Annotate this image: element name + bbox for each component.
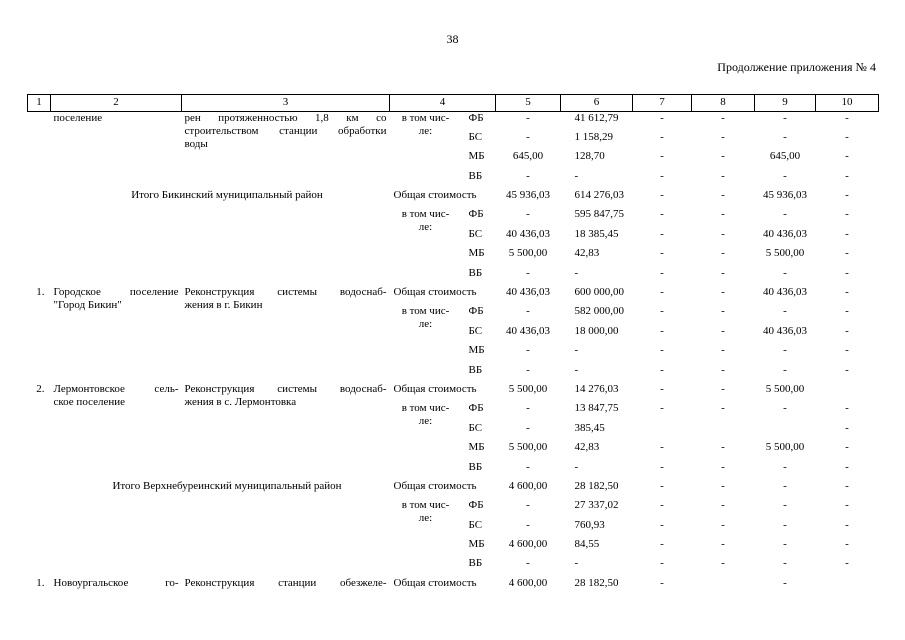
header-cell: 10	[816, 95, 879, 112]
table-row	[28, 286, 879, 305]
funding-source-label: БС	[468, 130, 483, 143]
value-cell: 5 500,00	[508, 247, 548, 260]
header-cell: 2	[51, 95, 182, 112]
value-cell: -	[526, 169, 530, 182]
value-cell: 5 500,00	[508, 441, 548, 454]
value-cell: -	[721, 286, 725, 299]
settlement-text: Новоургальское го-	[53, 576, 179, 589]
funding-source-label: БС	[468, 324, 483, 337]
value-cell: 5 500,00	[765, 382, 805, 395]
table-row	[28, 577, 879, 596]
value-cell: 18 000,00	[574, 324, 619, 337]
value-cell: -	[783, 479, 787, 492]
value-cell: -	[721, 557, 725, 570]
value-cell: 5 500,00	[765, 247, 805, 260]
table-row	[28, 383, 879, 402]
settlement-cell	[51, 286, 182, 383]
value-cell: -	[660, 344, 664, 357]
empty-cell	[390, 461, 462, 480]
empty-cell	[390, 441, 462, 460]
funding-source-label: ФБ	[468, 499, 484, 512]
value-cell: -	[526, 266, 530, 279]
value-cell: 28 182,50	[574, 479, 619, 492]
value-cell: -	[660, 266, 664, 279]
value-cell: -	[721, 460, 725, 473]
value-cell: -	[660, 189, 664, 202]
empty-cell	[390, 267, 462, 286]
funding-source-label: БС	[468, 421, 483, 434]
settlement-text: "Город Бикин"	[53, 299, 122, 312]
header-cell: 3	[182, 95, 390, 112]
settlement-text: ское поселение	[53, 395, 126, 408]
including-text: в том чис-	[401, 305, 450, 318]
funding-source-label: ВБ	[468, 363, 483, 376]
value-cell: -	[660, 518, 664, 531]
including-label	[390, 208, 462, 247]
value-cell: -	[845, 112, 849, 124]
value-cell: -	[783, 344, 787, 357]
value-cell: -	[845, 305, 849, 318]
value-cell: -	[783, 518, 787, 531]
including-text: ле:	[418, 125, 433, 137]
value-cell: -	[783, 557, 787, 570]
value-cell: -	[845, 247, 849, 260]
value-cell: 128,70	[574, 150, 605, 163]
value-cell: -	[845, 460, 849, 473]
value-cell: -	[660, 382, 664, 395]
value-cell: -	[845, 324, 849, 337]
value-cell: 582 000,00	[574, 305, 624, 318]
value-cell: 45 936,03	[506, 189, 550, 202]
value-cell: -	[660, 150, 664, 163]
value-cell: -	[574, 169, 579, 182]
value-cell: -	[721, 344, 725, 357]
value-cell: -	[721, 324, 725, 337]
including-label	[390, 112, 462, 151]
funding-source-label: БС	[468, 518, 483, 531]
appendix-table	[27, 94, 879, 596]
value-cell: 28 182,50	[574, 576, 619, 589]
value-cell: -	[721, 441, 725, 454]
continuation-note: Продолжение приложения № 4	[717, 60, 876, 74]
subtotal-title	[28, 480, 390, 577]
value-cell: -	[721, 499, 725, 512]
value-cell: 614 276,03	[574, 189, 624, 202]
value-cell: -	[721, 402, 725, 415]
value-cell: -	[783, 169, 787, 182]
value-cell: -	[660, 169, 664, 182]
value-cell: -	[526, 557, 530, 570]
value-cell: -	[526, 363, 530, 376]
value-cell: -	[660, 305, 664, 318]
project-cell	[182, 286, 390, 383]
value-cell: -	[845, 208, 849, 221]
value-cell: 760,93	[574, 518, 605, 531]
funding-source-label: ФБ	[468, 112, 484, 124]
value-cell: -	[783, 266, 787, 279]
value-cell: -	[660, 460, 664, 473]
subtotal-title-text: Итого Бикинский муниципальный район	[131, 189, 323, 202]
header-cell: 6	[561, 95, 633, 112]
value-cell: -	[783, 208, 787, 221]
settlement-text: поселение	[53, 112, 103, 124]
funding-source-label: ФБ	[468, 208, 484, 221]
value-cell: -	[660, 557, 664, 570]
value-cell: -	[574, 460, 579, 473]
value-cell: 41 612,79	[574, 112, 619, 124]
value-cell: 4 600,00	[508, 479, 548, 492]
value-cell: -	[783, 130, 787, 143]
value-cell: 40 436,03	[763, 227, 807, 240]
value-cell: -	[783, 363, 787, 376]
value-cell: -	[845, 130, 849, 143]
value-cell: 45 936,03	[763, 189, 807, 202]
settlement-text: Лермонтовское сель-	[53, 382, 179, 395]
value-cell: 13 847,75	[574, 402, 619, 415]
value-cell: -	[660, 499, 664, 512]
value-cell: -	[660, 402, 664, 415]
value-cell: -	[721, 130, 725, 143]
header-cell: 7	[633, 95, 692, 112]
value-cell: -	[526, 499, 530, 512]
header-cell: 9	[755, 95, 816, 112]
value-cell: 40 436,03	[506, 286, 550, 299]
value-cell: -	[574, 363, 579, 376]
value-cell	[692, 577, 755, 596]
header-cell: 8	[692, 95, 755, 112]
value-cell: -	[845, 344, 849, 357]
funding-source-label: ВБ	[468, 460, 483, 473]
value-cell: -	[845, 169, 849, 182]
value-cell: 84,55	[574, 538, 600, 551]
funding-source-label: МБ	[468, 150, 485, 163]
funding-source-label: МБ	[468, 538, 485, 551]
value-cell: -	[660, 112, 664, 124]
funding-source-label: МБ	[468, 247, 485, 260]
value-cell: -	[526, 208, 530, 221]
value-cell: -	[845, 286, 849, 299]
value-cell: -	[845, 557, 849, 570]
value-cell: 595 847,75	[574, 208, 624, 221]
including-text: ле:	[418, 221, 433, 234]
including-text: ле:	[418, 415, 433, 428]
value-cell: -	[783, 460, 787, 473]
funding-source-label: ФБ	[468, 305, 484, 318]
empty-cell	[390, 344, 462, 363]
total-label: Общая стоимость	[393, 576, 477, 589]
value-cell: -	[783, 305, 787, 318]
project-text: воды	[184, 138, 208, 150]
value-cell: 40 436,03	[763, 324, 807, 337]
including-text: в том чис-	[401, 499, 450, 512]
project-text: строительством станции обработки	[184, 125, 387, 137]
project-text: Реконструкция системы водоснаб-	[184, 382, 387, 395]
value-cell: -	[660, 130, 664, 143]
value-cell	[755, 422, 816, 441]
value-cell: -	[660, 479, 664, 492]
value-cell: 600 000,00	[574, 286, 624, 299]
header-cell: 4	[390, 95, 496, 112]
row-number-text: 2.	[36, 382, 45, 395]
value-cell: -	[660, 227, 664, 240]
value-cell: 5 500,00	[765, 441, 805, 454]
value-cell: -	[783, 538, 787, 551]
value-cell: -	[845, 363, 849, 376]
settlement-text: Городское поселение	[53, 286, 179, 299]
including-text: в том чис-	[401, 402, 450, 415]
row-number	[28, 286, 51, 383]
row-number	[28, 112, 51, 190]
value-cell: 5 500,00	[508, 382, 548, 395]
including-text: в том чис-	[401, 112, 450, 124]
empty-cell	[390, 538, 462, 557]
value-cell: 385,45	[574, 421, 605, 434]
value-cell: -	[660, 576, 664, 589]
header-cell: 5	[496, 95, 561, 112]
value-cell: 14 276,03	[574, 382, 619, 395]
value-cell: -	[660, 247, 664, 260]
value-cell: -	[845, 538, 849, 551]
settlement-cell	[51, 577, 182, 596]
empty-cell	[390, 150, 462, 169]
funding-source-label: МБ	[468, 441, 485, 454]
project-cell	[182, 577, 390, 596]
value-cell: -	[660, 363, 664, 376]
project-text: жения в с. Лермонтовка	[184, 395, 297, 408]
settlement-cell	[51, 112, 182, 190]
total-label: Общая стоимость	[393, 189, 477, 202]
project-cell	[182, 112, 390, 190]
value-cell: 645,00	[769, 150, 801, 163]
table-row	[28, 189, 879, 208]
settlement-cell	[51, 383, 182, 480]
empty-cell	[390, 557, 462, 576]
value-cell: 18 385,45	[574, 227, 619, 240]
funding-source-label: МБ	[468, 344, 485, 357]
value-cell: -	[721, 208, 725, 221]
value-cell: 4 600,00	[508, 538, 548, 551]
value-cell: -	[660, 441, 664, 454]
value-cell: -	[721, 266, 725, 279]
value-cell: -	[845, 441, 849, 454]
value-cell: -	[721, 189, 725, 202]
table-header-row	[28, 95, 879, 112]
value-cell: -	[845, 150, 849, 163]
value-cell: 4 600,00	[508, 576, 548, 589]
value-cell: -	[526, 112, 530, 124]
value-cell: -	[721, 538, 725, 551]
value-cell: -	[526, 402, 530, 415]
project-text: рен протяженностью 1,8 км со	[184, 112, 387, 124]
row-number: 1.	[36, 576, 45, 589]
funding-source-label: ВБ	[468, 169, 483, 182]
value-cell: -	[721, 169, 725, 182]
value-cell: -	[783, 402, 787, 415]
table-row	[28, 480, 879, 499]
value-cell: 27 337,02	[574, 499, 619, 512]
value-cell: -	[845, 421, 849, 434]
value-cell: -	[660, 324, 664, 337]
value-cell: -	[526, 421, 530, 434]
funding-source-label: БС	[468, 227, 483, 240]
value-cell: -	[783, 499, 787, 512]
value-cell: -	[526, 460, 530, 473]
project-text: жения в г. Бикин	[184, 299, 263, 312]
value-cell: -	[721, 518, 725, 531]
including-text: ле:	[418, 512, 433, 525]
project-cell	[182, 383, 390, 480]
value-cell: -	[526, 344, 530, 357]
value-cell: -	[783, 576, 787, 589]
value-cell: -	[721, 247, 725, 260]
value-cell: -	[845, 499, 849, 512]
value-cell: -	[845, 266, 849, 279]
value-cell: 40 436,03	[763, 286, 807, 299]
value-cell: -	[660, 208, 664, 221]
value-cell: -	[526, 130, 530, 143]
row-number	[28, 383, 51, 480]
value-cell: -	[783, 112, 787, 124]
value-cell: -	[721, 150, 725, 163]
value-cell: -	[721, 112, 725, 124]
value-cell: 1 158,29	[574, 130, 613, 143]
total-label: Общая стоимость	[393, 286, 477, 299]
value-cell: -	[845, 402, 849, 415]
total-label: Общая стоимость	[393, 479, 477, 492]
value-cell: -	[574, 557, 579, 570]
funding-source-label: ВБ	[468, 557, 483, 570]
value-cell	[816, 577, 879, 596]
value-cell: 645,00	[512, 150, 544, 163]
value-cell: -	[526, 305, 530, 318]
value-cell: -	[721, 382, 725, 395]
value-cell: -	[660, 286, 664, 299]
value-cell: 42,83	[574, 441, 600, 454]
project-text: Реконструкция системы водоснаб-	[184, 286, 387, 299]
value-cell: -	[721, 305, 725, 318]
value-cell: -	[526, 518, 530, 531]
empty-cell	[390, 364, 462, 383]
value-cell: -	[845, 227, 849, 240]
project-text: Реконструкция станции обезжеле-	[184, 576, 387, 589]
value-cell	[633, 422, 692, 441]
value-cell	[816, 383, 879, 402]
total-label: Общая стоимость	[393, 382, 477, 395]
row-number-text: 1.	[36, 286, 45, 299]
funding-source-label: ВБ	[468, 266, 483, 279]
value-cell: 40 436,03	[506, 324, 550, 337]
value-cell: -	[660, 538, 664, 551]
value-cell: -	[721, 479, 725, 492]
including-text: в том чис-	[401, 208, 450, 221]
empty-cell	[390, 247, 462, 266]
value-cell: -	[574, 266, 579, 279]
value-cell	[692, 422, 755, 441]
value-cell: 40 436,03	[506, 227, 550, 240]
table-row	[28, 112, 879, 131]
value-cell: -	[845, 518, 849, 531]
including-text: ле:	[418, 318, 433, 331]
value-cell: 42,83	[574, 247, 600, 260]
including-label	[390, 305, 462, 344]
value-cell: -	[721, 227, 725, 240]
subtotal-title	[28, 189, 390, 286]
subtotal-title-text: Итого Верхнебуреинский муниципальный район	[112, 479, 342, 492]
value-cell: -	[574, 344, 579, 357]
value-cell: -	[845, 189, 849, 202]
value-cell: -	[845, 479, 849, 492]
including-label	[390, 402, 462, 441]
header-cell: 1	[28, 95, 51, 112]
page-number: 38	[446, 32, 459, 46]
value-cell: -	[721, 363, 725, 376]
funding-source-label: ФБ	[468, 402, 484, 415]
including-label	[390, 499, 462, 538]
empty-cell	[390, 170, 462, 189]
